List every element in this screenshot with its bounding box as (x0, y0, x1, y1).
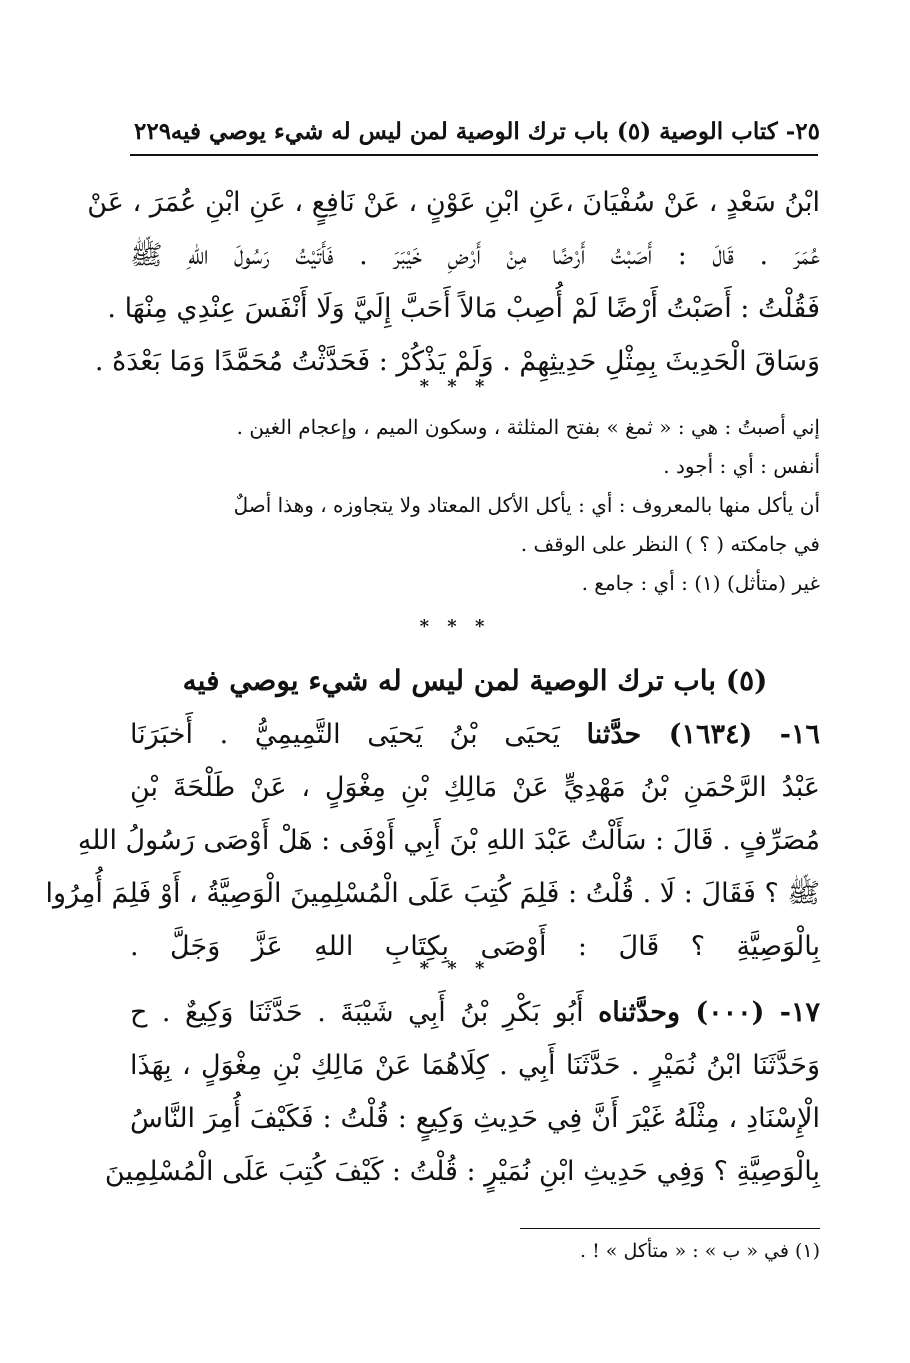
footnote-rule (520, 1228, 820, 1229)
note-line: في جامكته ( ؟ ) النظر على الوقف . (520, 532, 820, 556)
note-line: غير (متأثل) (١) : أي : جامع . (581, 571, 820, 595)
header-title: ٢٥- كتاب الوصية (٥) باب ترك الوصية لمن ليس له شيء يوصي فيه (170, 118, 820, 145)
note-line: إني أصبتُ : هي : « ثمغ » بفتح المثلثة ، وسكون الميم ، وإعجام الغين . (236, 415, 820, 439)
text-line: فَقُلْتُ : أَصَبْتُ أَرْضًا لَمْ أُصِبْ مَالاً أَحَبَّ إِلَيَّ وَلَا أَنْفَسَ عِنْدِي مِنْهَا . (107, 293, 820, 324)
text-line: عُمَرَ . قَالَ : أَصَبْتُ أَرْضًا مِنْ أَرْضِ خَيْبَرَ . فَأَتَيْتُ رَسُولَ اللهِ ﷺ (130, 240, 820, 271)
commentary-notes (130, 408, 820, 603)
text-line: ابْنُ سَعْدٍ ، عَنْ سُفْيَانَ ،عَنِ ابْنِ عَوْنٍ ، عَنْ نَافِعٍ ، عَنِ ابْنِ عُمَرَ ، عَنْ (87, 187, 820, 218)
text-line: وَسَاقَ الْحَدِيثَ بِمِثْلِ حَدِيثِهِمْ . وَلَمْ يَذْكُرْ : فَحَدَّثْتُ مُحَمَّدًا وَمَا بَعْدَهُ . (94, 346, 820, 377)
footnote: (١) في « ب » : « متأكل » ! . (580, 1240, 820, 1262)
separator-stars: * * * (419, 616, 491, 637)
separator-stars: * * * (419, 376, 491, 397)
text-line: بِالْوَصِيَّةِ ؟ وَفِي حَدِيثِ ابْنِ نُمَيْرٍ : قُلْتُ : كَيْفَ كُتِبَ عَلَى الْمُسْلِمِينَ (104, 1156, 820, 1187)
hadith-number: ١٧- (٠٠٠) وحدَّثناه (598, 997, 820, 1028)
text-line: الْإِسْنَادِ ، مِثْلَهُ غَيْرَ أَنَّ فِي حَدِيثِ وَكِيعٍ : قُلْتُ : فَكَيْفَ أُمِرَ النَّاسُ (130, 1103, 820, 1134)
hadith-lead-text: أَبُو بَكْرِ بْنُ أَبِي شَيْبَةَ . حَدَّثَنَا وَكِيعٌ . ح (130, 997, 584, 1028)
note-line: أن يأكل منها بالمعروف : أي : يأكل الأكل المعتاد ولا يتجاوزه ، وهذا أصلٌ (233, 493, 820, 517)
text-line: ﷺ ؟ فَقَالَ : لَا . قُلْتُ : فَلِمَ كُتِبَ عَلَى الْمُسْلِمِينَ الْوَصِيَّةُ ، أَوْ فَلِمَ أُمِرُوا (45, 878, 820, 909)
text-line: مُصَرِّفٍ . قَالَ : سَأَلْتُ عَبْدَ اللهِ بْنَ أَبِي أَوْفَى : هَلْ أَوْصَى رَسُولُ اللهِ (77, 825, 820, 856)
running-header (130, 118, 820, 152)
header-rule (130, 154, 818, 156)
text-line (130, 708, 820, 761)
hadith-17 (104, 986, 820, 1198)
page-number: ٢٢٩ (134, 118, 172, 145)
note-line: أنفس : أي : أجود . (663, 454, 820, 478)
hadith-continuation (87, 176, 820, 388)
text-line: بِالْوَصِيَّةِ ؟ قَالَ : أَوْصَى بِكِتَابِ اللهِ عَزَّ وَجَلَّ . (130, 931, 820, 962)
hadith-lead-text: يَحيَى بْنُ يَحيَى التَّمِيمِيُّ . أَخبَرَنَا (130, 719, 560, 750)
text-line (130, 986, 820, 1039)
text-line: عَبْدُ الرَّحْمَنِ بْنُ مَهْدِيٍّ عَنْ مَالِكِ بْنِ مِغْوَلٍ ، عَنْ طَلْحَةَ بْنِ (130, 772, 820, 803)
separator-stars: * * * (419, 958, 491, 979)
text-line: وَحَدَّثَنَا ابْنُ نُمَيْرٍ . حَدَّثَنَا أَبِي . كِلَاهُمَا عَنْ مَالِكِ بْنِ مِغْوَلٍ ، بِهَذَا (130, 1050, 820, 1081)
hadith-16 (45, 708, 820, 973)
hadith-number: ١٦- (١٦٣٤) حدَّثنا (586, 719, 820, 750)
section-title: (٥) باب ترك الوصية لمن ليس له شيء يوصي فيه (182, 664, 768, 697)
